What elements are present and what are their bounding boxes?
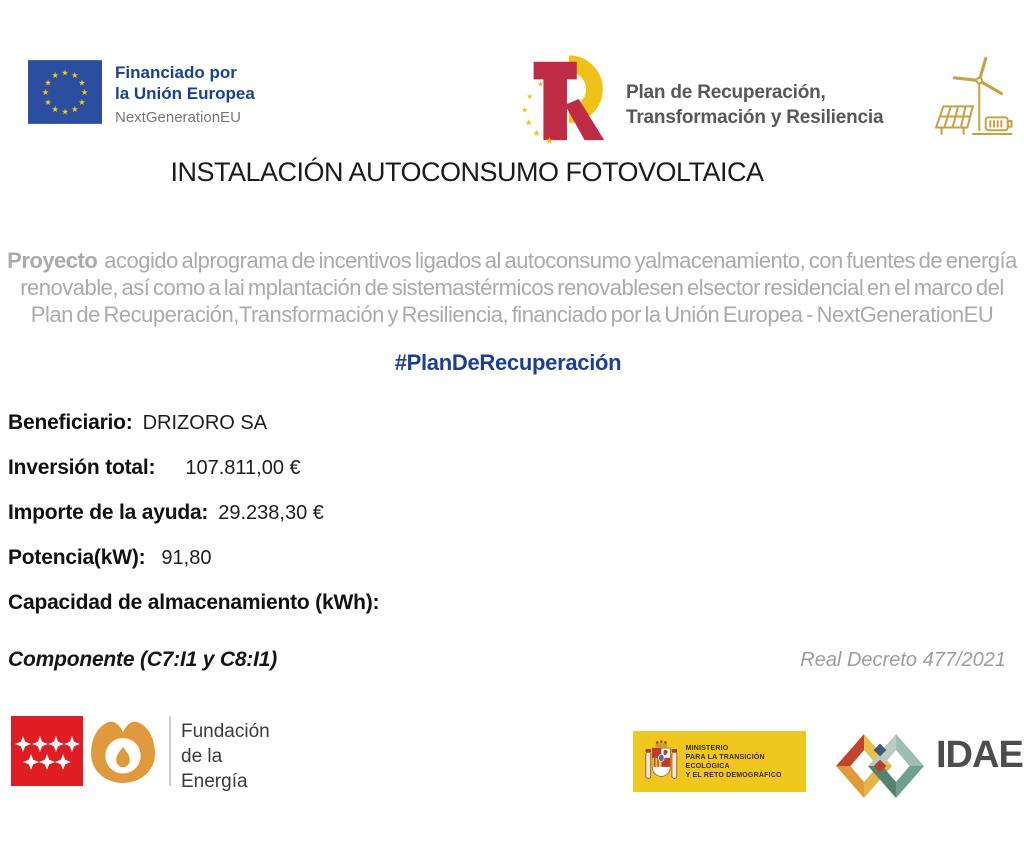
plan-title-text	[626, 50, 883, 148]
detail-label: Importe de la ayuda:	[8, 501, 209, 524]
ministerio-line2: PARA LA TRANSICIÓN ECOLÓGICA	[685, 753, 765, 770]
intro-line1: Proyecto acogido alprograma de incentivos ligados al autoconsumo yalmacenamiento, con fuentes de energía	[7, 248, 1017, 273]
eu-title-line1: Financiado por	[115, 63, 237, 82]
detail-value: 91,80	[161, 547, 212, 569]
intro-line2: renovable, así como a lai mplantación de sistemastérmicos renovablesen elsector residencial en el marco del	[20, 275, 1004, 300]
idae-octagons-icon	[830, 726, 930, 806]
svg-text:★: ★	[80, 87, 89, 98]
intro-line3: Plan de Recuperación,Transformación y Resiliencia, financiado por la Unión Europea - NextGenerationEU	[30, 302, 994, 327]
intro-bold-word: Proyecto	[7, 248, 98, 273]
detail-label: Potencia(kW):	[8, 546, 146, 569]
details-list	[8, 411, 389, 636]
renewable-energy-icon	[925, 48, 1017, 150]
detail-value: 29.238,30 €	[218, 502, 324, 524]
ministerio-name	[686, 744, 806, 780]
plan-title-line1: Plan de Recuperación,	[626, 82, 826, 103]
svg-text:★: ★	[61, 106, 69, 117]
svg-text:★: ★	[526, 92, 534, 101]
divider	[169, 716, 171, 786]
real-decreto-label: Real Decreto 477/2021	[800, 649, 1006, 671]
svg-text:★: ★	[524, 118, 533, 129]
svg-text:★: ★	[44, 96, 52, 107]
eu-funding-logo	[28, 60, 255, 126]
detail-label: Beneficiario:	[8, 411, 133, 434]
detail-value: DRIZORO SA	[142, 412, 268, 434]
svg-text:★: ★	[544, 136, 554, 148]
svg-text:★: ★	[78, 96, 86, 107]
tr-logo-icon	[516, 50, 614, 148]
fundacion-energia-logo	[11, 716, 270, 794]
nextgeneration-eu-label: NextGenerationEU	[115, 109, 241, 126]
svg-text:★: ★	[78, 77, 86, 88]
svg-text:★: ★	[51, 70, 59, 81]
eu-funding-text	[115, 60, 255, 126]
detail-label: Inversión total:	[8, 456, 156, 479]
svg-text:★: ★	[61, 67, 69, 78]
component-line: Componente (C7:I1 y C8:I1)	[8, 648, 277, 671]
detail-importe-ayuda	[8, 501, 389, 546]
fundacion-line3: Energía	[181, 771, 248, 792]
svg-text:★: ★	[71, 70, 79, 81]
ministerio-line1: MINISTERIO	[685, 744, 729, 752]
intro-paragraph	[7, 247, 1017, 328]
detail-beneficiario	[8, 411, 389, 456]
svg-text:★: ★	[532, 129, 541, 140]
idae-wordmark: IDAE	[936, 734, 1023, 776]
idae-logo	[830, 726, 1023, 806]
eu-flag-icon	[28, 60, 102, 124]
comunidad-madrid-flag-icon	[11, 716, 83, 786]
detail-label: Capacidad de almacenamiento (kWh):	[8, 591, 380, 614]
svg-text:★: ★	[44, 77, 52, 88]
detail-capacidad	[8, 591, 389, 636]
ministerio-logo	[633, 731, 806, 792]
detail-potencia	[8, 546, 389, 591]
plan-title-line2: Transformación y Resiliencia	[626, 107, 884, 128]
fundacion-energia-flame-icon	[88, 717, 158, 785]
svg-text:★: ★	[521, 105, 529, 115]
fundacion-line1: Fundación	[181, 721, 270, 742]
svg-text:★: ★	[536, 79, 545, 89]
svg-text:★: ★	[71, 104, 79, 115]
ministerio-line3: Y EL RETO DEMOGRÁFICO	[685, 771, 782, 779]
detail-value: 107.811,00 €	[185, 457, 301, 479]
hashtag-plan-de-recuperacion: #PlanDeRecuperación	[394, 350, 622, 375]
svg-text:★: ★	[51, 104, 59, 115]
svg-text:★: ★	[41, 87, 50, 98]
page-title: INSTALACIÓN AUTOCONSUMO FOTOVOLTAICA	[170, 157, 764, 187]
fundacion-energia-name	[181, 716, 270, 794]
eu-title-line2: la Unión Europea	[115, 84, 255, 103]
spain-coat-of-arms-icon	[645, 737, 678, 787]
plan-recuperacion-logo	[516, 50, 883, 148]
fundacion-line2: de la	[181, 746, 223, 767]
detail-inversion-total	[8, 456, 389, 501]
